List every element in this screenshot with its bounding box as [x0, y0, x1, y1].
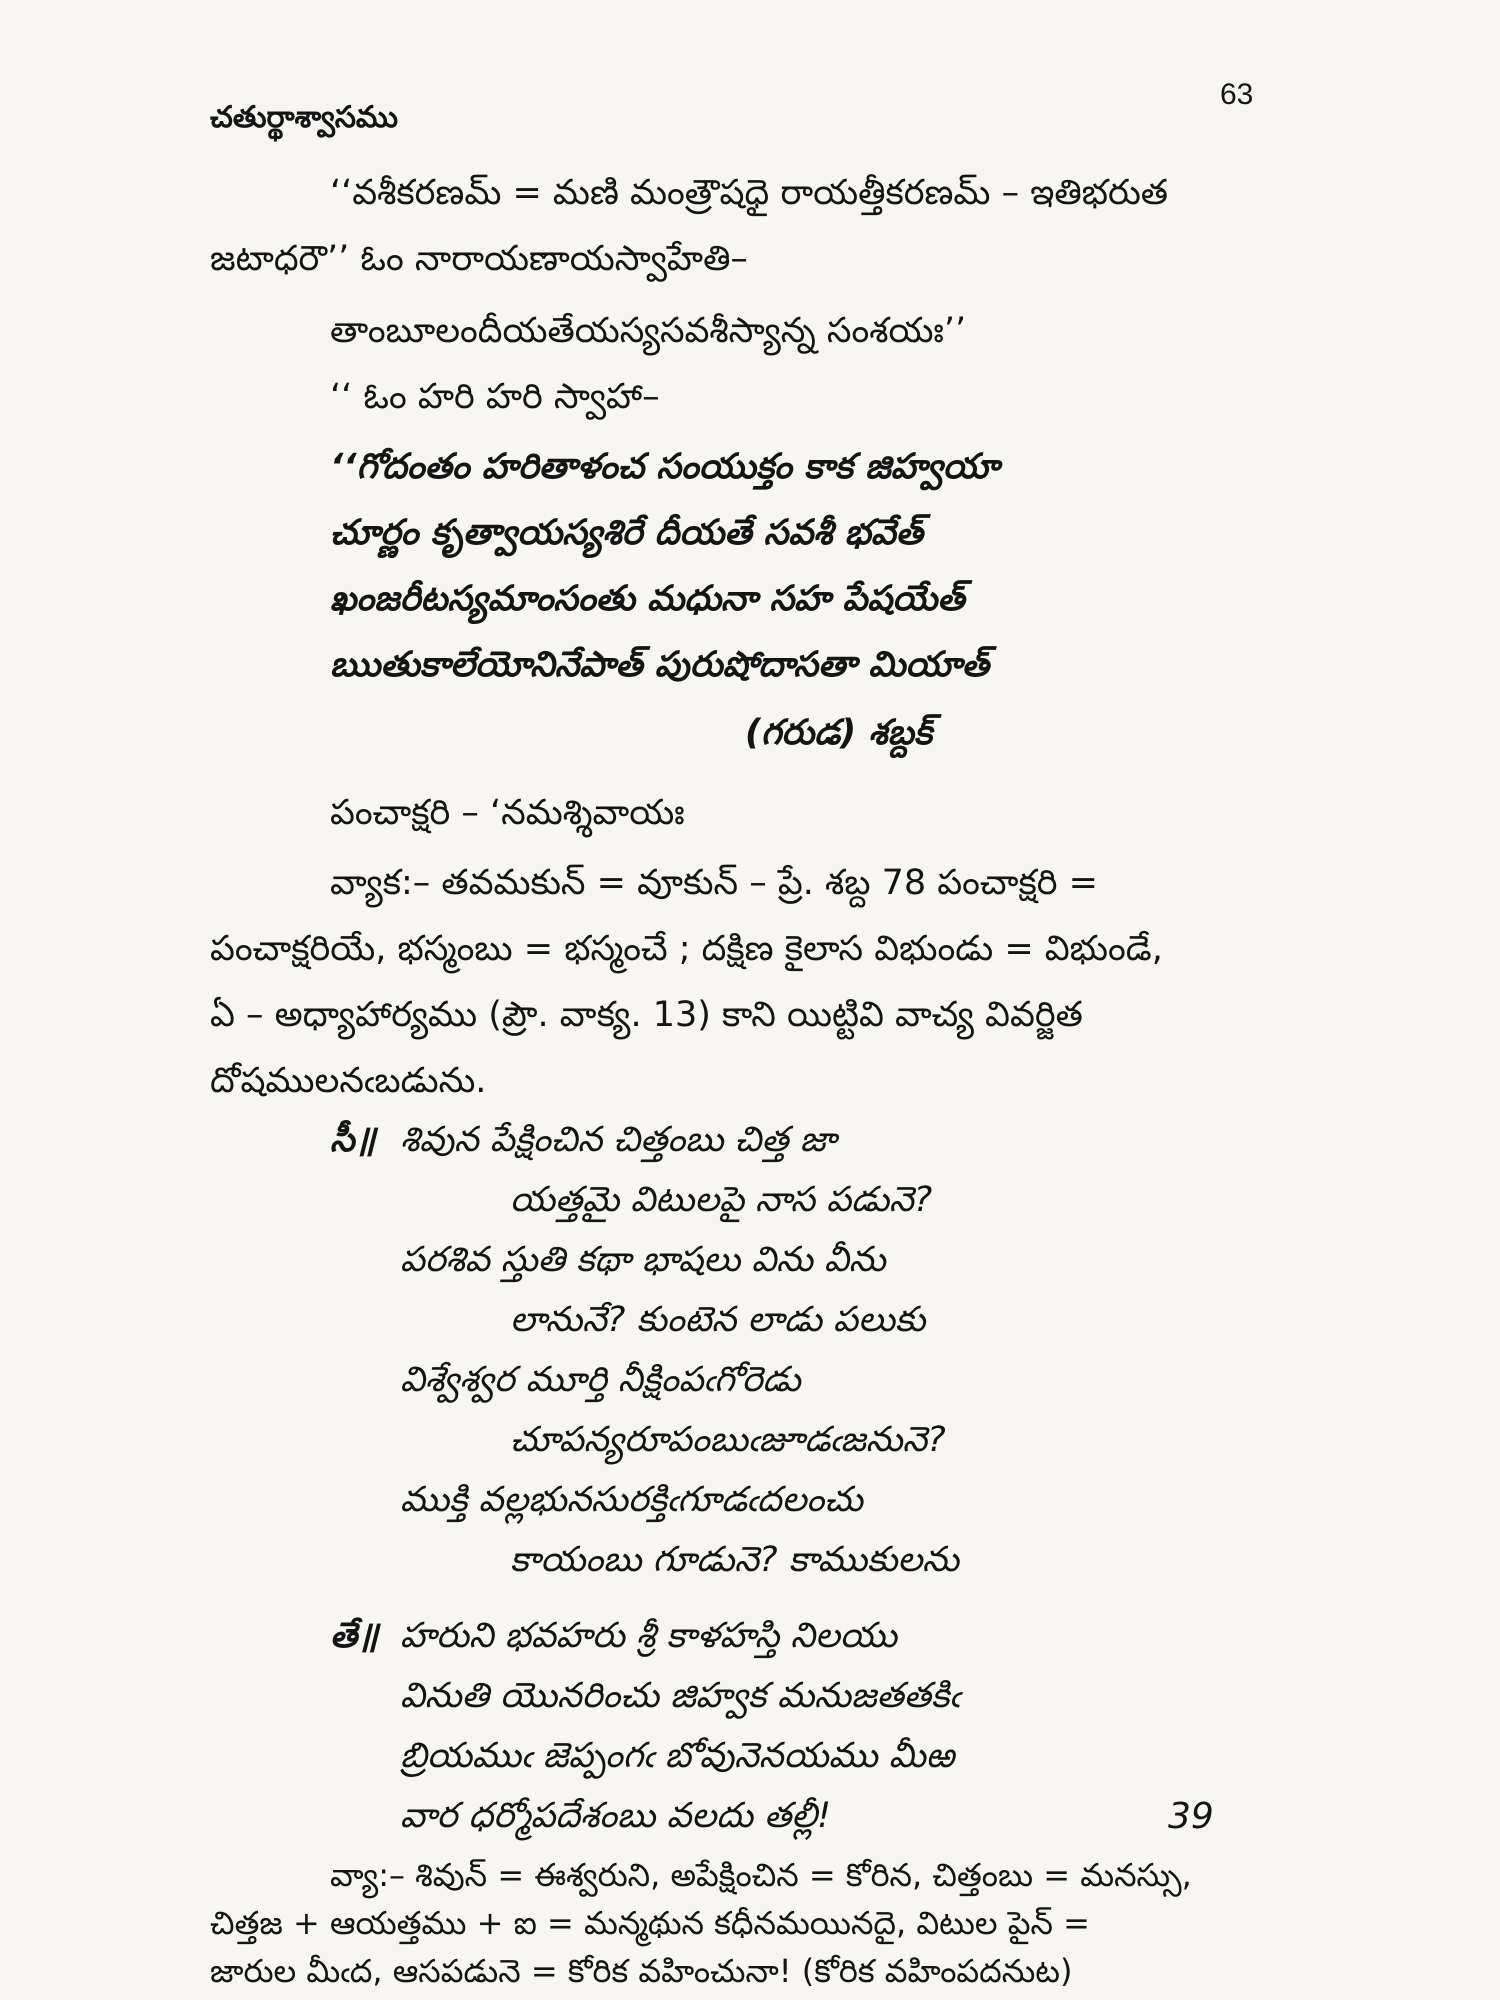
sloka-line-2: చూర్ణం కృత్వాయస్యశిరే దీయతే సవశీ భవేత్	[330, 513, 924, 553]
intro-line-2: జటాధరౌ’’ ఓం నారాయణాయస్వాహేతి–	[210, 239, 748, 279]
poem-line-5: విశ్వేశ్వర మూర్తి నీక్షింపఁగోరెడు	[400, 1360, 801, 1400]
verse-number: 39	[1168, 1796, 1214, 1837]
poem-line-3: పరశివ స్తుతి కథా భాషలు విను వీను	[400, 1240, 886, 1280]
poem-line-2: యత్తమై విటులపై నాస పడునె?	[510, 1180, 933, 1220]
intro-line-4: ‘‘ ఓం హరి హరి స్వాహా–	[330, 377, 660, 417]
sloka-line-1: ‘‘గోదంతం హరితాళంచ సంయుక్తం కాక జిహ్వయా	[330, 447, 1000, 487]
grammar-line-2: పంచాక్షరియే, భస్మంబు = భస్మంచే ; దక్షిణ కైలాస విభుండు = విభుండే,	[210, 929, 1163, 969]
commentary-line-1: వ్యా:– శివున్ = ఈశ్వరుని, అపేక్షించిన = కోరిన, చిత్తంబు = మనస్సు,	[330, 1856, 1192, 1894]
poem-line-4: లానునే? కుంటెన లాడు పలుకు	[510, 1300, 926, 1340]
poem-line-7: ముక్తి వల్లభునసురక్తిఁగూడఁదలంచు	[400, 1480, 863, 1520]
commentary-line-2: చిత్తజ + ఆయత్తము + ఐ = మన్మథున కధీనమయినదై, విటుల పైన్ =	[210, 1904, 1090, 1942]
chapter-title: చతుర్థాశ్వాసము	[210, 100, 399, 135]
grammar-line-1: వ్యాక:– తవమకున్ = వూకున్ – ప్రే. శబ్ద 78 పంచాక్షరి =	[330, 863, 1098, 903]
intro-line-3: తాంబూలందీయతేయస్యసవశీస్యాన్న సంశయః’’	[330, 311, 967, 351]
grammar-line-3: ఏ – అధ్యాహార్యము (ప్రౌ. వాక్య. 13) కాని యిట్టివి వాచ్య వివర్జిత	[210, 995, 1083, 1035]
poem2-line-2: వినుతి యొనరించు జిహ్వక మనుజతతకిఁ	[400, 1676, 960, 1716]
poem-line-6: చూపన్యరూపంబుఁజూడఁజనునె?	[510, 1420, 946, 1460]
sloka-line-4: ఋతుకాలేయోనినేపాత్ పురుషోదాసతా మియాత్	[330, 645, 990, 685]
page-header	[0, 0, 1500, 160]
poem-line-1: శివున పేక్షించిన చిత్తంబు చిత్త జా	[400, 1120, 837, 1160]
poem2-line-3: బ్రియముఁ జెప్పంగఁ బోవునెనయము మీఱ	[400, 1736, 955, 1776]
poem2-line-4: వార ధర్మోపదేశంబు వలదు తల్లీ!	[400, 1796, 832, 1836]
poem2-line-1: హరుని భవహరు శ్రీ కాళహస్తి నిలయు	[400, 1616, 897, 1656]
commentary-line-3: జారుల మీఁద, ఆసపడునె = కోరిక వహించునా! (కోరిక వహింపదనుట)	[210, 1952, 1073, 1990]
sloka-source: (గరుడ) శబ్దక్	[745, 713, 933, 753]
poem2-marker-te: తే॥	[330, 1616, 379, 1656]
sloka-line-3: ఖంజరీటస్యమాంసంతు మధునా సహ పేషయేత్	[330, 579, 965, 619]
poem-line-8: కాయంబు గూడునె? కాముకులను	[510, 1540, 959, 1580]
panchakshari-line: పంచాక్షరి – ‘నమశ్శివాయః	[330, 793, 685, 833]
intro-line-1: ‘‘వశీకరణమ్ = మణి మంత్రౌషధై రాయత్తీకరణమ్ – ఇతిభరుత	[330, 173, 1169, 213]
poem-marker-see: సీ॥	[330, 1120, 376, 1160]
grammar-line-4: దోషములనఁబడును.	[210, 1061, 487, 1101]
page-number: 63	[1220, 78, 1254, 111]
